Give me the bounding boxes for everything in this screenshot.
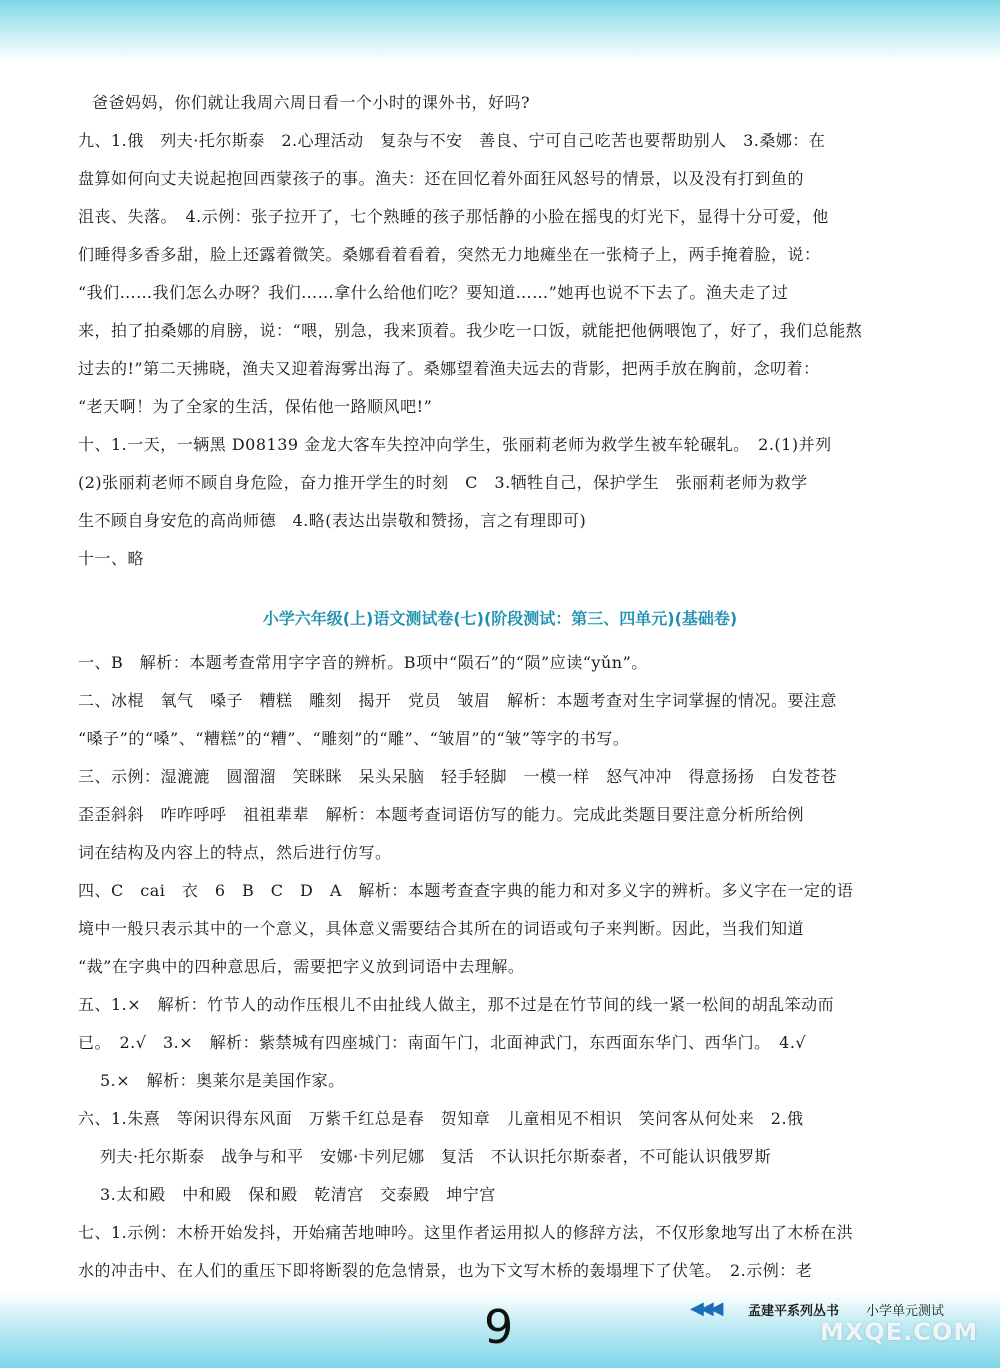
watermark: MXQE.COM	[820, 1318, 979, 1346]
text-line: 爸爸妈妈，你们就让我周六周日看一个小时的课外书，好吗?	[92, 93, 531, 112]
text-line: “我们……我们怎么办呀？我们……拿什么给他们吃？要知道……”她再也说不下去了。渔夫走了过	[78, 283, 789, 302]
text-line: 境中一般只表示其中的一个意义，具体意义需要结合其所在的词语或句子来判断。因此，当我们知道	[78, 919, 805, 938]
text-line: 四、C cai 衣 6 B C D A 解析：本题考查查字典的能力和对多义字的辨析。多义字在一定的语	[78, 881, 854, 900]
text-line: 五、1.× 解析：竹节人的动作压根儿不由扯线人做主，那不过是在竹节间的线一紧一松间的胡乱笨动而	[78, 995, 835, 1014]
text-line: 3.太和殿 中和殿 保和殿 乾清宫 交泰殿 坤宁宫	[100, 1185, 496, 1204]
text-line: 六、1.朱熹 等闲识得东风面 万紫千红总是春 贺知章 儿童相见不相识 笑问客从何处来 2.俄	[78, 1109, 804, 1128]
text-line: 一、B 解析：本题考查常用字字音的辨析。B项中“陨石”的“陨”应读“yǔn”。	[78, 653, 648, 672]
top-decorative-band	[0, 0, 1000, 62]
text-line: 已。 2.√ 3.× 解析：紫禁城有四座城门：南面午门，北面神武门，东西面东华门、西华门。 4.√	[78, 1033, 807, 1052]
text-line: 生不顾自身安危的高尚师德 4.略(表达出崇敬和赞扬，言之有理即可)	[78, 511, 587, 530]
text-line: “裁”在字典中的四种意思后，需要把字义放到词语中去理解。	[78, 957, 525, 976]
text-line: 来，拍了拍桑娜的肩膀，说：“喂，别急，我来顶着。我少吃一口饭，就能把他俩喂饱了，好了，我们总能熬	[78, 321, 863, 340]
page-number: 9	[484, 1300, 514, 1354]
text-line: 5.× 解析：奥莱尔是美国作家。	[100, 1071, 345, 1090]
text-line: 歪歪斜斜 咋咋呼呼 祖祖辈辈 解析：本题考查词语仿写的能力。完成此类题目要注意分析所给例	[78, 805, 805, 824]
text-line: “老天啊！为了全家的生活，保佑他一路顺风吧!”	[78, 397, 433, 416]
text-line: 二、冰棍 氧气 嗓子 糟糕 雕刻 揭开 党员 皱眉 解析：本题考查对生字词掌握的情况。要注意	[78, 691, 838, 710]
text-line: 盘算如何向丈夫说起抱回西蒙孩子的事。渔夫：还在回忆着外面狂风怒号的情景，以及没有打到鱼的	[78, 169, 805, 188]
text-line: 们睡得多香多甜，脸上还露着微笑。桑娜看着看着，突然无力地瘫坐在一张椅子上，两手掩着脸，说：	[78, 245, 821, 264]
text-line: (2)张丽莉老师不顾自身危险，奋力推开学生的时刻 C 3.牺牲自己，保护学生 张丽莉老师为救学	[78, 473, 808, 492]
text-line: 七、1.示例：木桥开始发抖，开始痛苦地呻吟。这里作者运用拟人的修辞方法，不仅形象地写出了木桥在洪	[78, 1223, 854, 1242]
text-line: 水的冲击中、在人们的重压下即将断裂的危急情景，也为下文写木桥的轰塌埋下了伏笔。 2.示例：老	[78, 1261, 813, 1280]
text-line: “嗓子”的“嗓”、“糟糕”的“糟”、“雕刻”的“雕”、“皱眉”的“皱”等字的书写。	[78, 729, 630, 748]
text-line: 词在结构及内容上的特点，然后进行仿写。	[78, 843, 392, 862]
text-line: 沮丧、失落。 4.示例：张子拉开了，七个熟睡的孩子那恬静的小脸在摇曳的灯光下，显得十分可爱，他	[78, 207, 829, 226]
text-line: 十、1.一天，一辆黑 D08139 金龙大客车失控冲向学生，张丽莉老师为救学生被车轮碾轧。 2.(1)并列	[78, 435, 832, 454]
series-name: 孟建平系列丛书	[748, 1304, 840, 1319]
text-line: 三、示例：湿漉漉 圆溜溜 笑眯眯 呆头呆脑 轻手轻脚 一模一样 怒气冲冲 得意扬扬 白发苍苍	[78, 767, 838, 786]
text-line: 九、1.俄 列夫·托尔斯泰 2.心理活动 复杂与不安 善良、宁可自己吃苦也要帮助别人 3.桑娜：在	[78, 131, 826, 150]
arrow-icon: ◀◀◀	[690, 1298, 720, 1319]
section-heading: 小学六年级(上)语文测试卷(七)(阶段测试：第三、四单元)(基础卷)	[262, 609, 738, 628]
text-line: 列夫·托尔斯泰 战争与和平 安娜·卡列尼娜 复活 不认识托尔斯泰者，不可能认识俄罗斯	[100, 1147, 772, 1166]
text-line: 过去的!”第二天拂晓，渔夫又迎着海雾出海了。桑娜望着渔夫远去的背影，把两手放在胸前，念叨着：	[78, 359, 820, 378]
text-line: 十一、略	[78, 549, 145, 568]
book-name: 小学单元测试	[866, 1304, 945, 1319]
